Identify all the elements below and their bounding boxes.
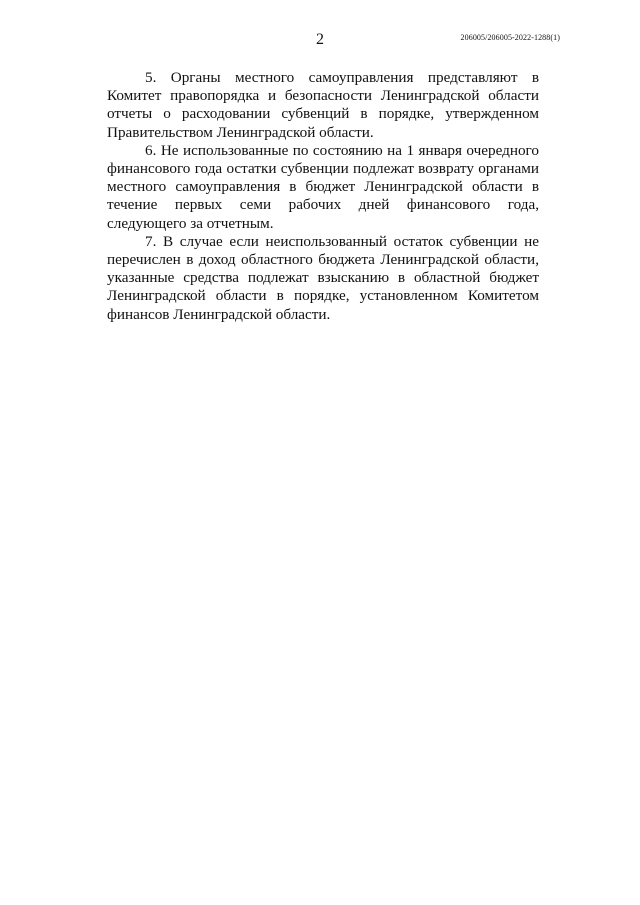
paragraph-7: 7. В случае если неиспользованный остаток субвенции не перечислен в доход областного бюджета Ленинградской области, указанные средства подлежат взысканию в областной бюджет Ленинградской области в порядке, установленном Комитетом финансов Ленинградской области.: [107, 232, 539, 323]
paragraph-5: 5. Органы местного самоуправления представляют в Комитет правопорядка и безопасности Ленинградской области отчеты о расходовании субвенций в порядке, утвержденном Правительством Ленинградской области.: [107, 69, 539, 141]
document-code: 206005/206005-2022-1288(1): [460, 33, 560, 42]
paragraph-6: 6. Не использованные по состоянию на 1 января очередного финансового года остатки субвенции подлежат возврату органами местного самоуправления в бюджет Ленинградской области в течение первых семи рабочих дней финансового года, следующего за отчетным.: [107, 141, 539, 232]
page-number: 2: [316, 31, 324, 48]
document-body: [107, 69, 539, 324]
